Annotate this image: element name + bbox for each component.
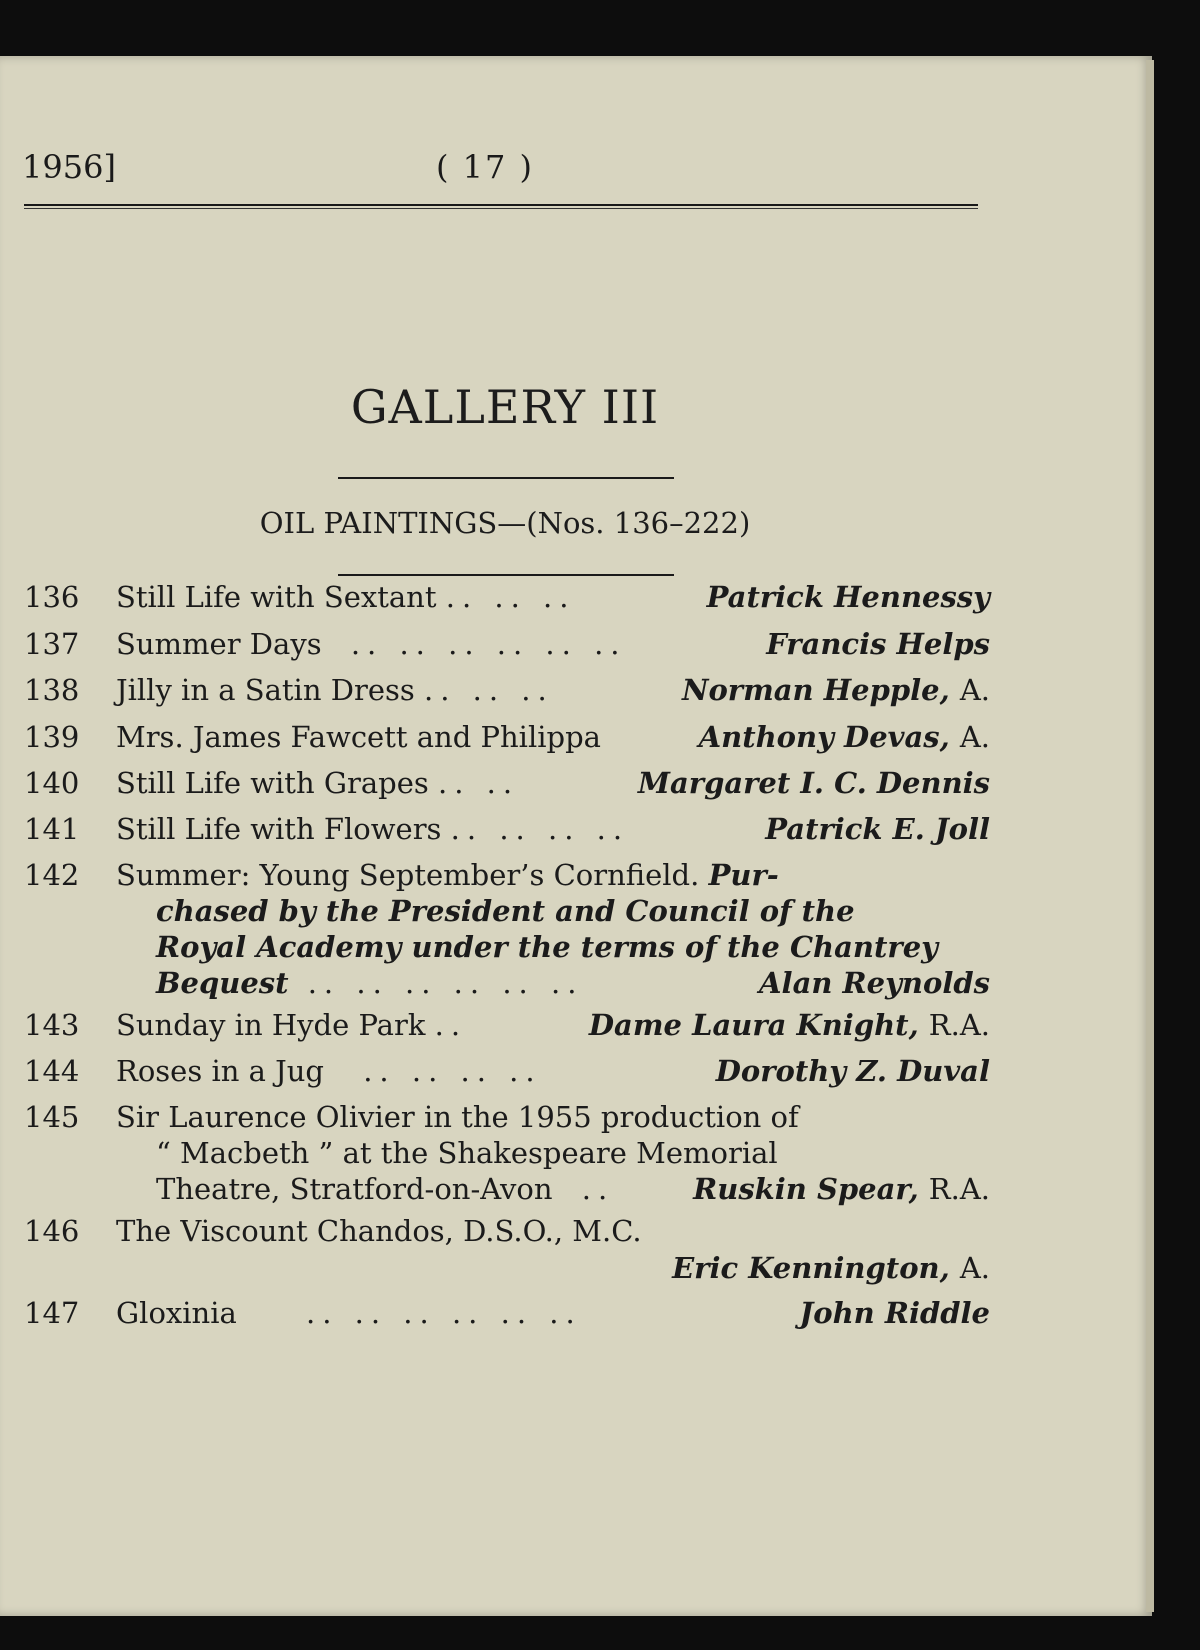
- leader-dots: .. ..: [438, 766, 520, 800]
- catalogue-entry: [0, 1214, 1000, 1294]
- entry-artist: Margaret I. C. Dennis: [637, 766, 990, 800]
- entry-note: Royal Academy under the terms of the Chantrey: [156, 930, 938, 964]
- gallery-title: GALLERY III: [350, 380, 660, 434]
- entry-title: Summer Days: [116, 627, 322, 661]
- entry-number: 138: [24, 673, 80, 707]
- leader-dots: .. .. .. .. .. ..: [306, 1296, 582, 1330]
- leader-dots: ..: [581, 1172, 615, 1206]
- entry-artist: Patrick Hennessy: [706, 580, 990, 614]
- entry-number: 137: [24, 627, 80, 661]
- entry-note: Bequest: [156, 966, 289, 1000]
- leader-dots: .. .. ..: [445, 580, 576, 614]
- leader-dots: .. .. .. ..: [450, 812, 630, 846]
- entry-title: Jilly in a Satin Dress: [116, 673, 415, 707]
- entry-artist: Francis Helps: [766, 627, 990, 661]
- entry-artist-rank: A.: [959, 673, 990, 707]
- entry-title: Roses in a Jug: [116, 1054, 324, 1088]
- entry-artist-rank: A.: [959, 720, 990, 754]
- leader-dots: .. .. .. .. .. ..: [350, 627, 627, 661]
- leader-dots: .. .. .. ..: [363, 1054, 542, 1088]
- leader-dots: .. .. ..: [423, 673, 554, 707]
- section-title: OIL PAINTINGS—(Nos. 136–222): [259, 506, 751, 540]
- entry-artist: Ruskin Spear,: [693, 1172, 919, 1206]
- entry-artist: Dame Laura Knight,: [588, 1008, 919, 1042]
- entry-title: Sir Laurence Olivier in the 1955 production of: [116, 1100, 799, 1134]
- entry-artist: Norman Hepple,: [681, 673, 950, 707]
- entry-title: “ Macbeth ” at the Shakespeare Memorial: [156, 1136, 778, 1170]
- entry-title: The Viscount Chandos, D.S.O., M.C.: [116, 1214, 642, 1248]
- entry-number: 146: [24, 1214, 80, 1248]
- entry-title: Still Life with Flowers: [116, 812, 442, 846]
- entry-artist-rank: R.A.: [928, 1008, 990, 1042]
- entry-title: Summer: Young September’s Cornfield.: [116, 858, 700, 892]
- entry-note: chased by the President and Council of the: [156, 894, 855, 928]
- header-page-number: ( 17 ): [436, 148, 535, 186]
- entry-artist: Alan Reynolds: [759, 966, 990, 1000]
- entry-artist-rank: R.A.: [928, 1172, 990, 1206]
- entry-title: Theatre, Stratford-on-Avon: [156, 1172, 553, 1206]
- leader-dots: ..: [434, 1008, 468, 1042]
- entry-title: Still Life with Sextant: [116, 580, 437, 614]
- entry-artist: Anthony Devas,: [698, 720, 950, 754]
- catalogue-entry: [0, 1100, 1000, 1220]
- entry-number: 147: [24, 1296, 80, 1330]
- entry-number: 139: [24, 720, 80, 754]
- entry-note: Pur-: [708, 858, 779, 892]
- entry-artist-rank: A.: [959, 1251, 990, 1285]
- entry-title: Still Life with Grapes: [116, 766, 429, 800]
- entry-artist: Patrick E. Joll: [765, 812, 990, 846]
- entry-title: Sunday in Hyde Park: [116, 1008, 426, 1042]
- entry-number: 145: [24, 1100, 80, 1134]
- entry-artist: Eric Kennington,: [672, 1251, 950, 1285]
- header-year: 1956]: [22, 148, 116, 186]
- entry-title: Mrs. James Fawcett and Philippa: [116, 720, 601, 754]
- entry-title: Gloxinia: [116, 1296, 237, 1330]
- entry-number: 143: [24, 1008, 80, 1042]
- entry-number: 136: [24, 580, 80, 614]
- entry-artist: John Riddle: [799, 1296, 990, 1330]
- entry-artist: Dorothy Z. Duval: [715, 1054, 990, 1088]
- entry-number: 140: [24, 766, 80, 800]
- entry-number: 141: [24, 812, 80, 846]
- entry-number: 142: [24, 858, 80, 892]
- leader-dots: .. .. .. .. .. ..: [307, 966, 584, 1000]
- entry-number: 144: [24, 1054, 80, 1088]
